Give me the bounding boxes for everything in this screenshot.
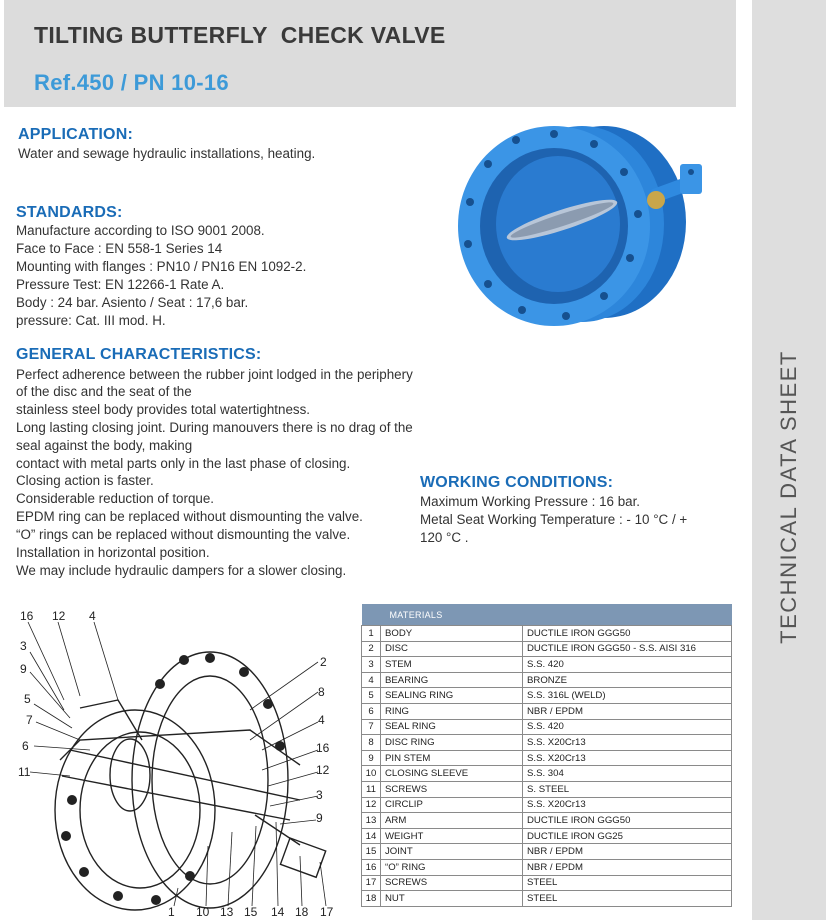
part-number: 3 [362, 657, 381, 673]
part-number: 8 [362, 735, 381, 751]
part-number: 16 [362, 859, 381, 875]
part-material: S.S. X20Cr13 [523, 750, 732, 766]
part-name: SCREWS [381, 781, 523, 797]
callout-label: 16 [316, 741, 330, 755]
standards-line: Mounting with flanges : PN10 / PN16 EN 1092-2. [16, 259, 307, 274]
working-line: Metal Seat Working Temperature : - 10 °C / + [420, 512, 688, 527]
callout-label: 2 [320, 655, 327, 669]
weight-drawing [280, 838, 325, 877]
sidebar-label: TECHNICAL DATA SHEET [776, 350, 801, 644]
general-line: Perfect adherence between the rubber joint lodged in the periphery [16, 367, 413, 382]
table-row [362, 891, 732, 907]
part-number: 7 [362, 719, 381, 735]
standards-line: Face to Face : EN 558-1 Series 14 [16, 241, 223, 256]
table-row [362, 657, 732, 673]
part-material: S.S. 304 [523, 766, 732, 782]
table-row [362, 875, 732, 891]
table-row [362, 688, 732, 704]
callout-label: 3 [316, 788, 323, 802]
callout-label: 10 [196, 905, 210, 919]
callout-label: 17 [320, 905, 334, 919]
part-material: S.S. 420 [523, 657, 732, 673]
page-title: TILTING BUTTERFLY CHECK VALVE [34, 22, 446, 48]
table-row [362, 797, 732, 813]
table-row [362, 813, 732, 829]
part-material: DUCTILE IRON GG25 [523, 828, 732, 844]
valve-photo [454, 120, 724, 332]
callout-label: 8 [318, 685, 325, 699]
part-name: “O” RING [381, 859, 523, 875]
part-number: 12 [362, 797, 381, 813]
header-band [4, 0, 736, 107]
standards-line: Body : 24 bar. Asiento / Seat : 17,6 bar. [16, 295, 249, 310]
part-name: SCREWS [381, 875, 523, 891]
application-text: Water and sewage hydraulic installations, heating. [18, 146, 316, 161]
table-row [362, 766, 732, 782]
table-row [362, 626, 732, 642]
part-number: 2 [362, 641, 381, 657]
table-row [362, 719, 732, 735]
part-number: 11 [362, 781, 381, 797]
standards-line: Pressure Test: EN 12266-1 Rate A. [16, 277, 225, 292]
table-row [362, 750, 732, 766]
general-heading: GENERAL CHARACTERISTICS: [16, 346, 262, 363]
general-line: “O” rings can be replaced without dismounting the valve. [16, 527, 351, 542]
working-line: 120 °C . [420, 530, 469, 545]
part-material: S.S. X20Cr13 [523, 797, 732, 813]
part-name: ARM [381, 813, 523, 829]
application-heading: APPLICATION: [18, 126, 133, 143]
callout-label: 4 [89, 609, 96, 623]
part-name: BODY [381, 626, 523, 642]
part-number: 1 [362, 626, 381, 642]
part-name: PIN STEM [381, 750, 523, 766]
part-name: SEALING RING [381, 688, 523, 704]
general-line: We may include hydraulic dampers for a slower closing. [16, 563, 347, 578]
table-row [362, 828, 732, 844]
part-name: DISC [381, 641, 523, 657]
table-row [362, 844, 732, 860]
general-line: of the disc and the seat of the [16, 384, 192, 399]
part-material: DUCTILE IRON GGG50 [523, 813, 732, 829]
table-row [362, 781, 732, 797]
callout-label: 1 [168, 905, 175, 919]
table-row [362, 859, 732, 875]
part-name: WEIGHT [381, 828, 523, 844]
part-material: DUCTILE IRON GGG50 - S.S. AISI 316 [523, 641, 732, 657]
part-number: 4 [362, 672, 381, 688]
part-material: S. STEEL [523, 781, 732, 797]
general-line: EPDM ring can be replaced without dismounting the valve. [16, 509, 363, 524]
general-line: Closing action is faster. [16, 473, 154, 488]
callout-label: 14 [271, 905, 285, 919]
part-material: NBR / EPDM [523, 703, 732, 719]
callout-label: 11 [18, 765, 31, 779]
part-number: 13 [362, 813, 381, 829]
part-name: BEARING [381, 672, 523, 688]
part-number: 15 [362, 844, 381, 860]
part-material: S.S. 420 [523, 719, 732, 735]
table-row [362, 641, 732, 657]
callout-label: 15 [244, 905, 258, 919]
working-line: Maximum Working Pressure : 16 bar. [420, 494, 641, 509]
working-heading: WORKING CONDITIONS: [420, 474, 614, 491]
general-line: Installation in horizontal position. [16, 545, 210, 560]
part-number: 18 [362, 891, 381, 907]
general-line: stainless steel body provides total watertightness. [16, 402, 311, 417]
table-row [362, 735, 732, 751]
callout-label: 5 [24, 692, 31, 706]
part-name: RING [381, 703, 523, 719]
callout-label: 18 [295, 905, 309, 919]
part-name: DISC RING [381, 735, 523, 751]
part-number: 9 [362, 750, 381, 766]
callout-label: 13 [220, 905, 234, 919]
shaft-hub [647, 191, 665, 209]
callout-label: 4 [318, 713, 325, 727]
reference-code: Ref.450 / PN 10-16 [34, 70, 229, 95]
part-name: NUT [381, 891, 523, 907]
table-row [362, 672, 732, 688]
exploded-diagram [0, 600, 355, 920]
standards-line: pressure: Cat. III mod. H. [16, 313, 166, 328]
part-material: BRONZE [523, 672, 732, 688]
general-line: Long lasting closing joint. During manouvers there is no drag of the [16, 420, 413, 435]
materials-body [362, 626, 732, 907]
standards-line: Manufacture according to ISO 9001 2008. [16, 223, 265, 238]
part-material: S.S. 316L (WELD) [523, 688, 732, 704]
part-name: CLOSING SLEEVE [381, 766, 523, 782]
callout-label: 6 [22, 739, 29, 753]
part-material: NBR / EPDM [523, 844, 732, 860]
part-number: 10 [362, 766, 381, 782]
part-name: STEM [381, 657, 523, 673]
part-number: 17 [362, 875, 381, 891]
callout-label: 12 [52, 609, 66, 623]
callout-label: 9 [20, 662, 27, 676]
general-line: contact with metal parts only in the last phase of closing. [16, 456, 351, 471]
part-material: STEEL [523, 875, 732, 891]
part-name: JOINT [381, 844, 523, 860]
callout-label: 7 [26, 713, 33, 727]
callout-label: 9 [316, 811, 323, 825]
general-line: Considerable reduction of torque. [16, 491, 215, 506]
flange-bolt-holes [61, 653, 285, 905]
callout-label: 12 [316, 763, 330, 777]
table-row [362, 703, 732, 719]
part-name: SEAL RING [381, 719, 523, 735]
part-number: 14 [362, 828, 381, 844]
general-line: seal against the body, making [16, 438, 193, 453]
callout-label: 3 [20, 639, 27, 653]
counterweight [680, 164, 702, 194]
callout-label: 16 [20, 609, 34, 623]
part-material: STEEL [523, 891, 732, 907]
part-material: S.S. X20Cr13 [523, 735, 732, 751]
part-name: CIRCLIP [381, 797, 523, 813]
part-number: 5 [362, 688, 381, 704]
materials-header: MATERIALS [362, 604, 732, 626]
materials-header-row [362, 604, 732, 626]
standards-heading: STANDARDS: [16, 204, 123, 221]
part-material: DUCTILE IRON GGG50 [523, 626, 732, 642]
part-number: 6 [362, 703, 381, 719]
materials-table [361, 604, 732, 907]
part-material: NBR / EPDM [523, 859, 732, 875]
